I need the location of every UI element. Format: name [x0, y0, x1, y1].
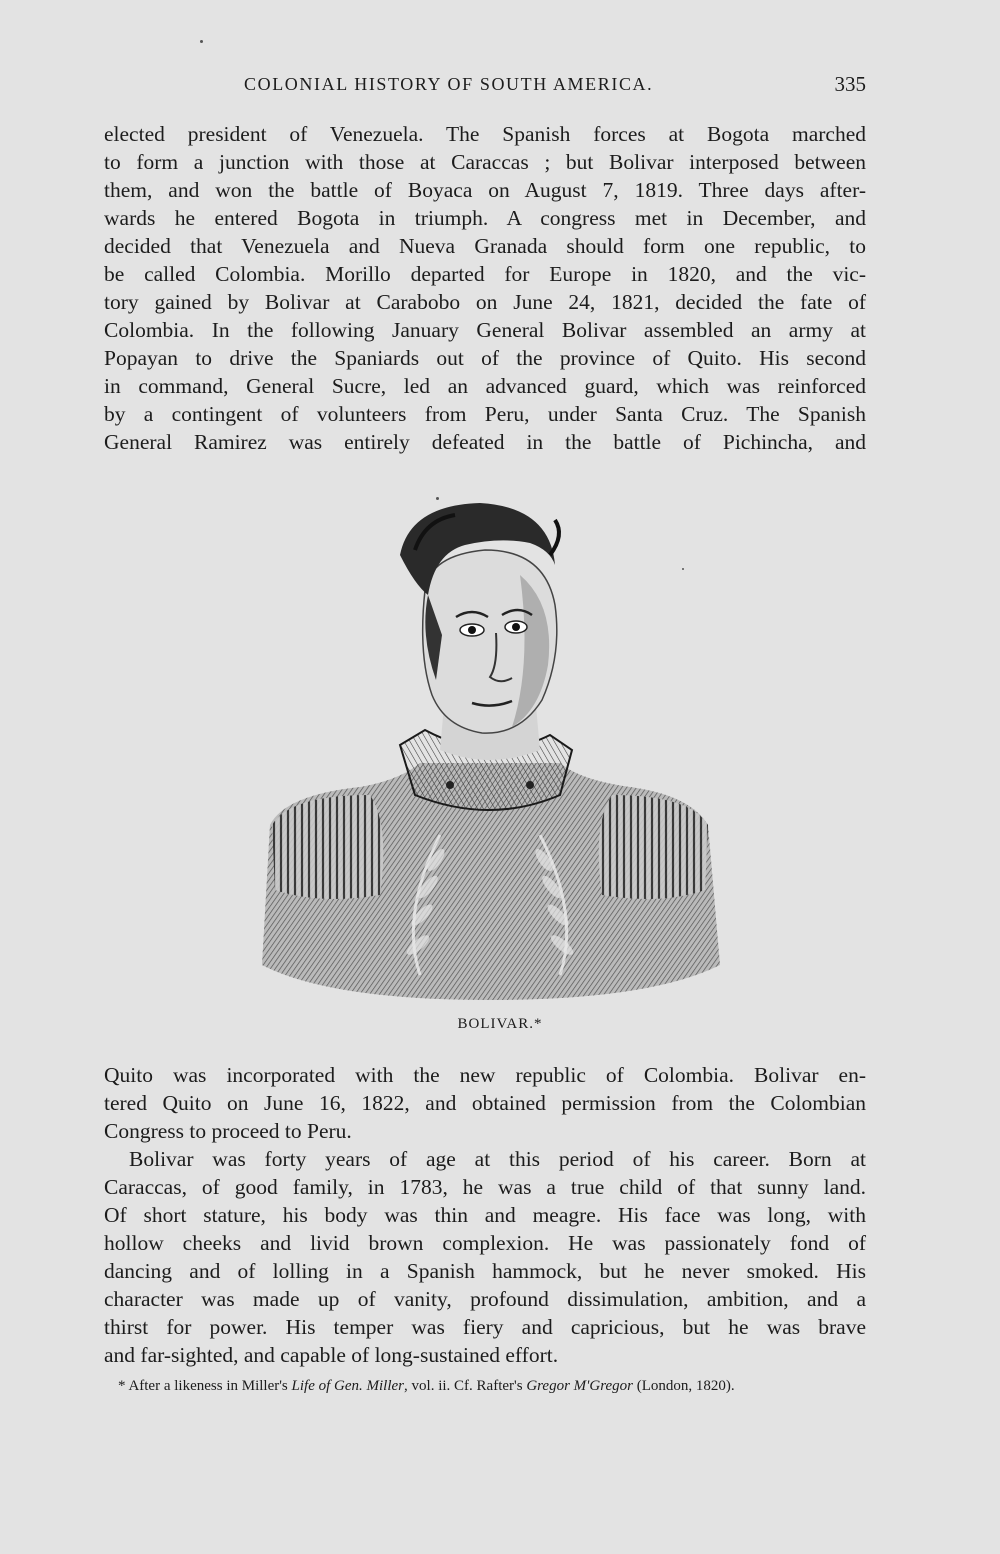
text-line: them, and won the battle of Boyaca on August 7, 1819. Three days after-: [104, 178, 866, 202]
text-line: tory gained by Bolivar at Carabobo on June 24, 1821, decided the fate of: [104, 290, 866, 314]
text-line: Congress to proceed to Peru.: [104, 1119, 352, 1143]
text-line: Caraccas, of good family, in 1783, he was a true child of that sunny land.: [104, 1175, 866, 1199]
bolivar-portrait-engraving: [250, 495, 730, 1005]
footnote-book-title: Life of Gen. Miller: [291, 1378, 405, 1394]
running-head: [106, 72, 866, 102]
page-number: 335: [834, 72, 866, 96]
text-line: Bolivar was forty years of age at this period of his career. Born at: [129, 1147, 866, 1171]
footnote-text: (London, 1820).: [632, 1378, 735, 1394]
text-line: by a contingent of volunteers from Peru, under Santa Cruz. The Spanish: [104, 402, 866, 426]
text-line: to form a junction with those at Caraccas ; but Bolivar interposed between: [104, 150, 866, 174]
paper-speck: [200, 40, 203, 43]
text-line: tered Quito on June 16, 1822, and obtained permission from the Colombian: [104, 1091, 866, 1115]
paper-speck: [682, 568, 684, 570]
text-line: thirst for power. His temper was fiery and capricious, but he was brave: [104, 1315, 866, 1339]
text-line: and far-sighted, and capable of long-sustained effort.: [104, 1343, 559, 1367]
footnote-text: After a likeness in Miller's: [128, 1378, 292, 1394]
text-line: hollow cheeks and livid brown complexion. He was passionately fond of: [104, 1231, 866, 1255]
text-line: decided that Venezuela and Nueva Granada should form one republic, to: [104, 234, 866, 258]
text-line: Of short stature, his body was thin and meagre. His face was long, with: [104, 1203, 866, 1227]
text-line: character was made up of vanity, profound dissimulation, ambition, and a: [104, 1287, 866, 1311]
text-line: dancing and of lolling in a Spanish hammock, but he never smoked. His: [104, 1259, 866, 1283]
footnote-marker: *: [118, 1378, 129, 1394]
footnote: [118, 1378, 878, 1395]
running-title: COLONIAL HISTORY OF SOUTH AMERICA.: [244, 74, 654, 94]
text-line: General Ramirez was entirely defeated in the battle of Pichincha, and: [104, 430, 866, 454]
text-line: Quito was incorporated with the new republic of Colombia. Bolivar en-: [104, 1063, 866, 1087]
text-line: be called Colombia. Morillo departed for Europe in 1820, and the vic-: [104, 262, 866, 286]
paragraph-2: [104, 1061, 866, 1145]
text-line: in command, General Sucre, led an advanced guard, which was reinforced: [104, 374, 866, 398]
figure-caption: BOLIVAR.*: [457, 1016, 543, 1032]
paragraph-3: [104, 1145, 866, 1369]
text-line: elected president of Venezuela. The Spanish forces at Bogota marched: [104, 122, 866, 146]
footnote-text: , vol. ii. Cf. Rafter's: [404, 1378, 527, 1394]
text-line: Popayan to drive the Spaniards out of the province of Quito. His second: [104, 346, 866, 370]
paragraph-1: [104, 120, 866, 456]
text-line: wards he entered Bogota in triumph. A congress met in December, and: [104, 206, 866, 230]
text-line: Colombia. In the following January General Bolivar assembled an army at: [104, 318, 866, 342]
paper-speck: [436, 497, 439, 500]
footnote-book-title: Gregor M'Gregor: [526, 1378, 633, 1394]
